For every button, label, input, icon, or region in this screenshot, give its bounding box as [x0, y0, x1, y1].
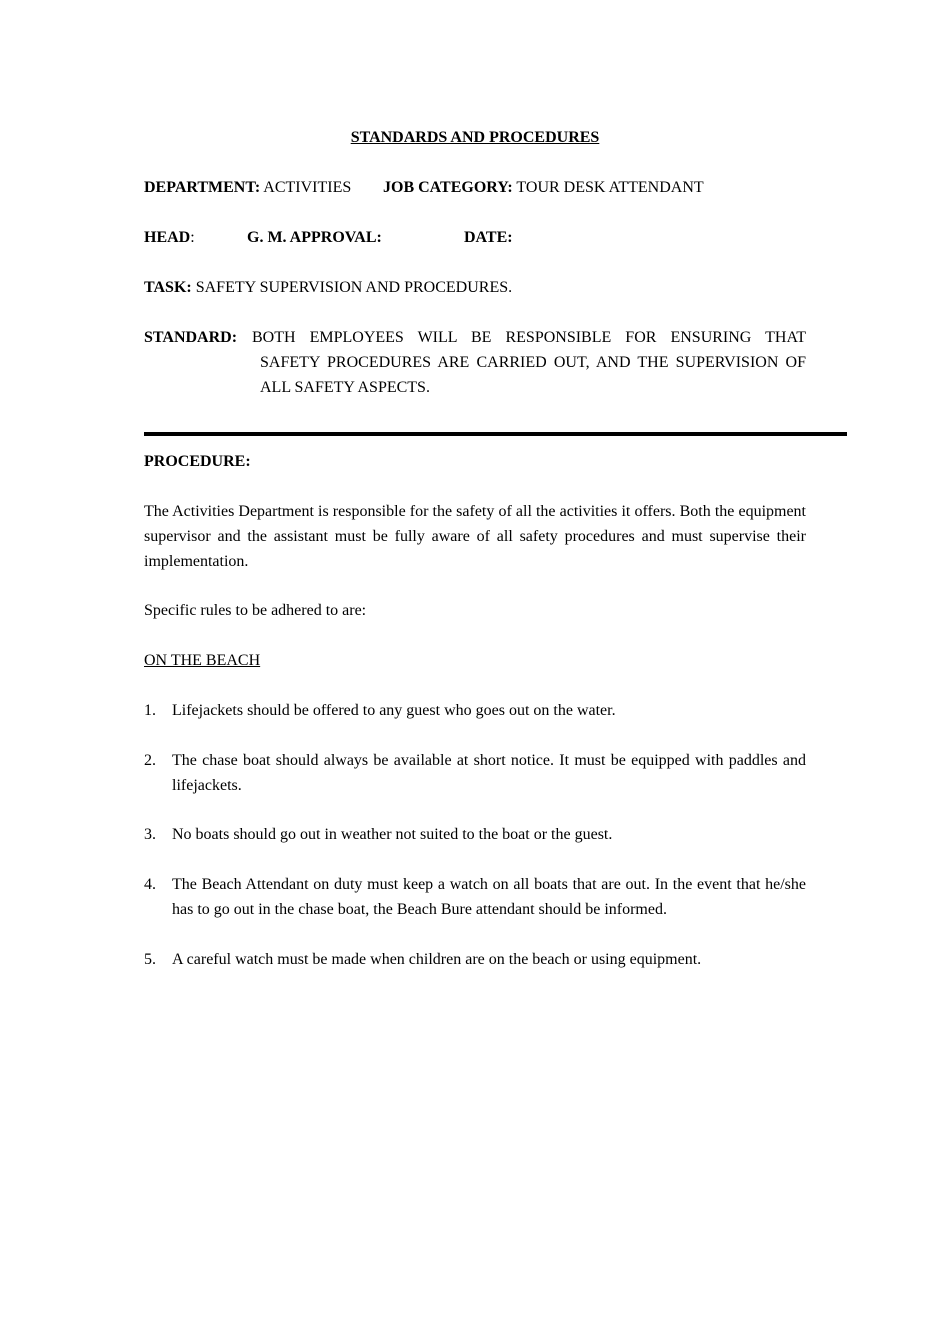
- standard-label: STANDARD:: [144, 329, 238, 346]
- head-field: [144, 225, 195, 250]
- list-item-number: 5.: [144, 951, 156, 968]
- list-item-number: 4.: [144, 876, 156, 893]
- list-item-text: No boats should go out in weather not suited to the boat or the guest.: [172, 826, 613, 843]
- procedure-intro: The Activities Department is responsible for the safety of all the activities it offers. Both the equipment supervisor and the assistant must be fully aware of all safety procedures and must supervise their implementation.: [144, 503, 806, 570]
- gm-approval-field: [247, 225, 382, 250]
- head-label: HEAD: [144, 229, 191, 246]
- standard-line-2: SAFETY PROCEDURES ARE CARRIED OUT, AND THE SUPERVISION OF: [260, 354, 806, 371]
- task-label: TASK:: [144, 279, 192, 296]
- list-item-number: 1.: [144, 702, 156, 719]
- job-category-field: [383, 175, 704, 200]
- job-category-value: TOUR DESK ATTENDANT: [516, 179, 704, 196]
- list-item-text: The Beach Attendant on duty must keep a watch on all boats that are out. In the event that he/she has to go out in the chase boat, the Beach Bure attendant should be informed.: [172, 876, 806, 918]
- list-item-text: Lifejackets should be offered to any guest who goes out on the water.: [172, 702, 616, 719]
- list-item-number: 2.: [144, 752, 156, 769]
- task-field: [144, 275, 512, 300]
- department-value: ACTIVITIES: [263, 179, 352, 196]
- job-category-label: JOB CATEGORY:: [383, 179, 513, 196]
- section-divider: [144, 432, 847, 436]
- date-field: [464, 225, 513, 250]
- list-item-number: 3.: [144, 826, 156, 843]
- section-heading-beach: ON THE BEACH: [144, 652, 261, 669]
- list-item-text: A careful watch must be made when children are on the beach or using equipment.: [172, 951, 702, 968]
- head-colon: :: [190, 229, 195, 246]
- task-value: SAFETY SUPERVISION AND PROCEDURES.: [195, 279, 513, 296]
- rules-intro: Specific rules to be adhered to are:: [144, 602, 367, 619]
- list-item-text: The chase boat should always be available at short notice. It must be equipped with paddles and lifejackets.: [172, 752, 806, 794]
- department-label: DEPARTMENT:: [144, 179, 261, 196]
- standard-line-3: ALL SAFETY ASPECTS.: [260, 379, 430, 396]
- department-field: [144, 175, 351, 200]
- gm-approval-label: G. M. APPROVAL:: [247, 229, 382, 246]
- standard-line-1: BOTH EMPLOYEES WILL BE RESPONSIBLE FOR ENSURING THAT: [252, 329, 806, 346]
- procedure-heading: PROCEDURE:: [144, 453, 251, 470]
- date-label: DATE:: [464, 229, 513, 246]
- document-title: STANDARDS AND PROCEDURES: [350, 129, 600, 146]
